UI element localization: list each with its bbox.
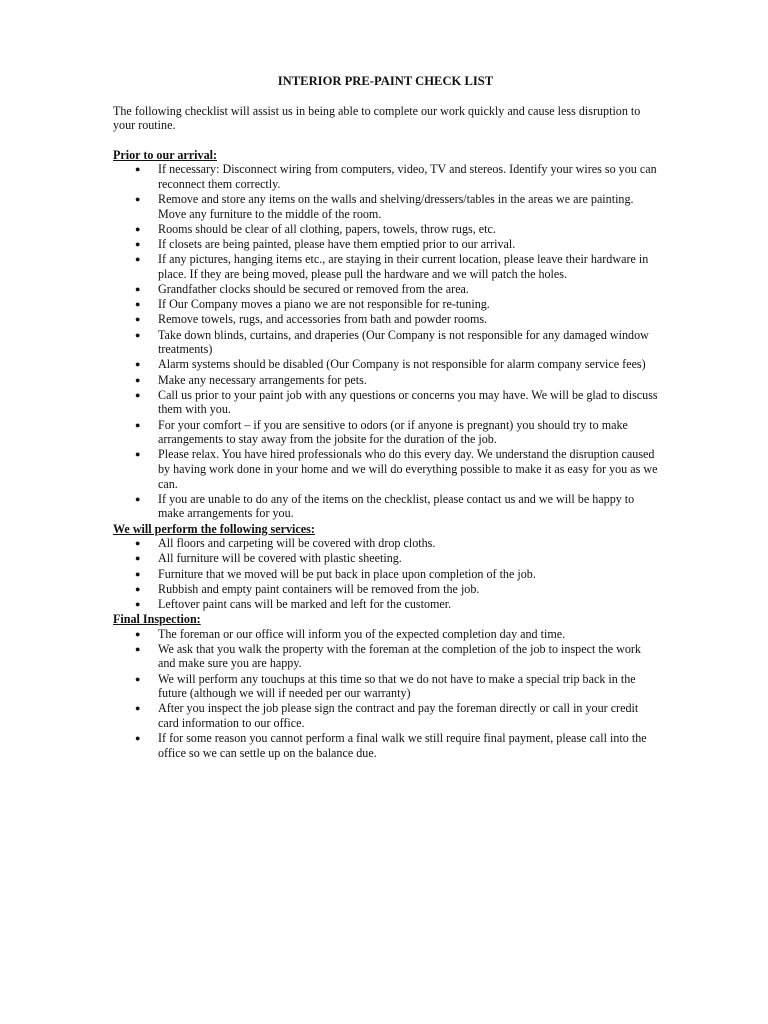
bullet-icon: ● (135, 449, 141, 460)
bullet-icon: ● (135, 538, 141, 549)
list-item (113, 731, 658, 760)
list-item (113, 672, 658, 701)
list-item-text: Rooms should be clear of all clothing, papers, towels, throw rugs, etc. (158, 221, 496, 236)
list-item-text: If you are unable to do any of the items on the checklist, please contact us and we will be happy to make arrangements for you. (158, 491, 635, 521)
list-item-text: Call us prior to your paint job with any questions or concerns you may have. We will be glad to discuss them with you. (158, 387, 658, 417)
list-item-text: We ask that you walk the property with the foreman at the completion of the job to inspect the work and make sure you are happy. (158, 641, 641, 671)
section-heading: Final Inspection: (113, 612, 201, 627)
bullet-icon: ● (135, 419, 141, 430)
bullet-icon: ● (135, 359, 141, 370)
list-item (113, 252, 658, 281)
list-item (113, 551, 658, 566)
list-item (113, 642, 658, 671)
list-item (113, 447, 658, 491)
bullet-icon: ● (135, 194, 141, 205)
list-item (113, 492, 658, 521)
list-item-text: Remove and store any items on the walls and shelving/dressers/tables in the areas we are painting. Move any furniture to the middle of the room. (158, 192, 634, 221)
section-prior-to-arrival (113, 148, 658, 521)
bullet-icon: ● (135, 628, 141, 639)
bullet-icon: ● (135, 329, 141, 340)
list-item-text: If Our Company moves a piano we are not responsible for re-tuning. (158, 297, 490, 312)
list-item-text: We will perform any touchups at this time so that we do not have to make a special trip back in the future (although we will if needed per our warranty) (158, 671, 636, 701)
section-services (113, 522, 658, 612)
bullet-icon: ● (135, 733, 141, 744)
list-item-text: If for some reason you cannot perform a final walk we still require final payment, please call into the office so we can settle up on the balance due. (158, 731, 647, 760)
bullet-icon: ● (135, 703, 141, 714)
list-item (113, 297, 658, 312)
list-item (113, 536, 658, 551)
list-item (113, 192, 658, 221)
checklist (113, 162, 658, 521)
list-item (113, 237, 658, 252)
list-item-text: The foreman or our office will inform you of the expected completion day and time. (158, 626, 566, 641)
bullet-icon: ● (135, 374, 141, 385)
list-item (113, 388, 658, 417)
bullet-icon: ● (135, 643, 141, 654)
list-item-text: Grandfather clocks should be secured or removed from the area. (158, 282, 469, 297)
list-item-text: If closets are being painted, please have them emptied prior to our arrival. (158, 237, 516, 252)
bullet-icon: ● (135, 598, 141, 609)
bullet-icon: ● (135, 673, 141, 684)
bullet-icon: ● (135, 223, 141, 234)
list-item (113, 162, 658, 191)
list-item-text: Please relax. You have hired professionals who do this every day. We understand the disruption caused by having work done in your home and we will do everything possible to make it as easy for you as we can. (158, 447, 658, 491)
bullet-icon: ● (135, 239, 141, 250)
list-item-text: If any pictures, hanging items etc., are staying in their current location, please leave their hardware in place. If they are being moved, please pull the hardware and we will patch the holes. (158, 252, 649, 281)
list-item-text: If necessary: Disconnect wiring from computers, video, TV and stereos. Identify your wires so you can reconnect them correctly. (158, 162, 657, 191)
document-page (113, 74, 658, 761)
list-item (113, 418, 658, 447)
bullet-icon: ● (135, 254, 141, 265)
list-item (113, 701, 658, 730)
list-item-text: All floors and carpeting will be covered with drop cloths. (158, 536, 436, 551)
list-item-text: Rubbish and empty paint containers will be removed from the job. (158, 581, 480, 596)
list-item (113, 567, 658, 582)
list-item-text: For your comfort – if you are sensitive to odors (or if anyone is pregnant) you should try to make arrangements to stay away from the jobsite for the duration of the job. (158, 417, 628, 447)
bullet-icon: ● (135, 493, 141, 504)
list-item-text: Remove towels, rugs, and accessories from bath and powder rooms. (158, 312, 488, 327)
section-heading: Prior to our arrival: (113, 147, 218, 162)
list-item-text: Furniture that we moved will be put back in place upon completion of the job. (158, 566, 536, 581)
list-item (113, 222, 658, 237)
list-item-text: After you inspect the job please sign the contract and pay the foreman directly or call in your credit card information to our office. (158, 701, 639, 730)
list-item (113, 597, 658, 612)
document-title: INTERIOR PRE-PAINT CHECK LIST (277, 74, 494, 88)
bullet-icon: ● (135, 568, 141, 579)
list-item-text: Leftover paint cans will be marked and left for the customer. (158, 596, 452, 611)
section-final-inspection (113, 612, 658, 760)
bullet-icon: ● (135, 389, 141, 400)
list-item (113, 328, 658, 357)
list-item (113, 582, 658, 597)
checklist (113, 627, 658, 761)
section-heading: We will perform the following services: (113, 521, 315, 536)
checklist (113, 536, 658, 611)
bullet-icon: ● (135, 164, 141, 175)
list-item (113, 312, 658, 327)
list-item-text: All furniture will be covered with plastic sheeting. (158, 551, 402, 566)
bullet-icon: ● (135, 583, 141, 594)
bullet-icon: ● (135, 553, 141, 564)
list-item (113, 357, 658, 372)
list-item-text: Alarm systems should be disabled (Our Company is not responsible for alarm company service fees) (158, 357, 646, 372)
intro-paragraph: The following checklist will assist us in being able to complete our work quickly and cause less disruption to your routine. (113, 103, 641, 133)
list-item-text: Take down blinds, curtains, and draperies (Our Company is not responsible for any damaged window treatments) (158, 327, 649, 357)
list-item-text: Make any necessary arrangements for pets. (158, 372, 367, 387)
list-item (113, 282, 658, 297)
bullet-icon: ● (135, 284, 141, 295)
bullet-icon: ● (135, 299, 141, 310)
bullet-icon: ● (135, 314, 141, 325)
list-item (113, 627, 658, 642)
list-item (113, 373, 658, 388)
